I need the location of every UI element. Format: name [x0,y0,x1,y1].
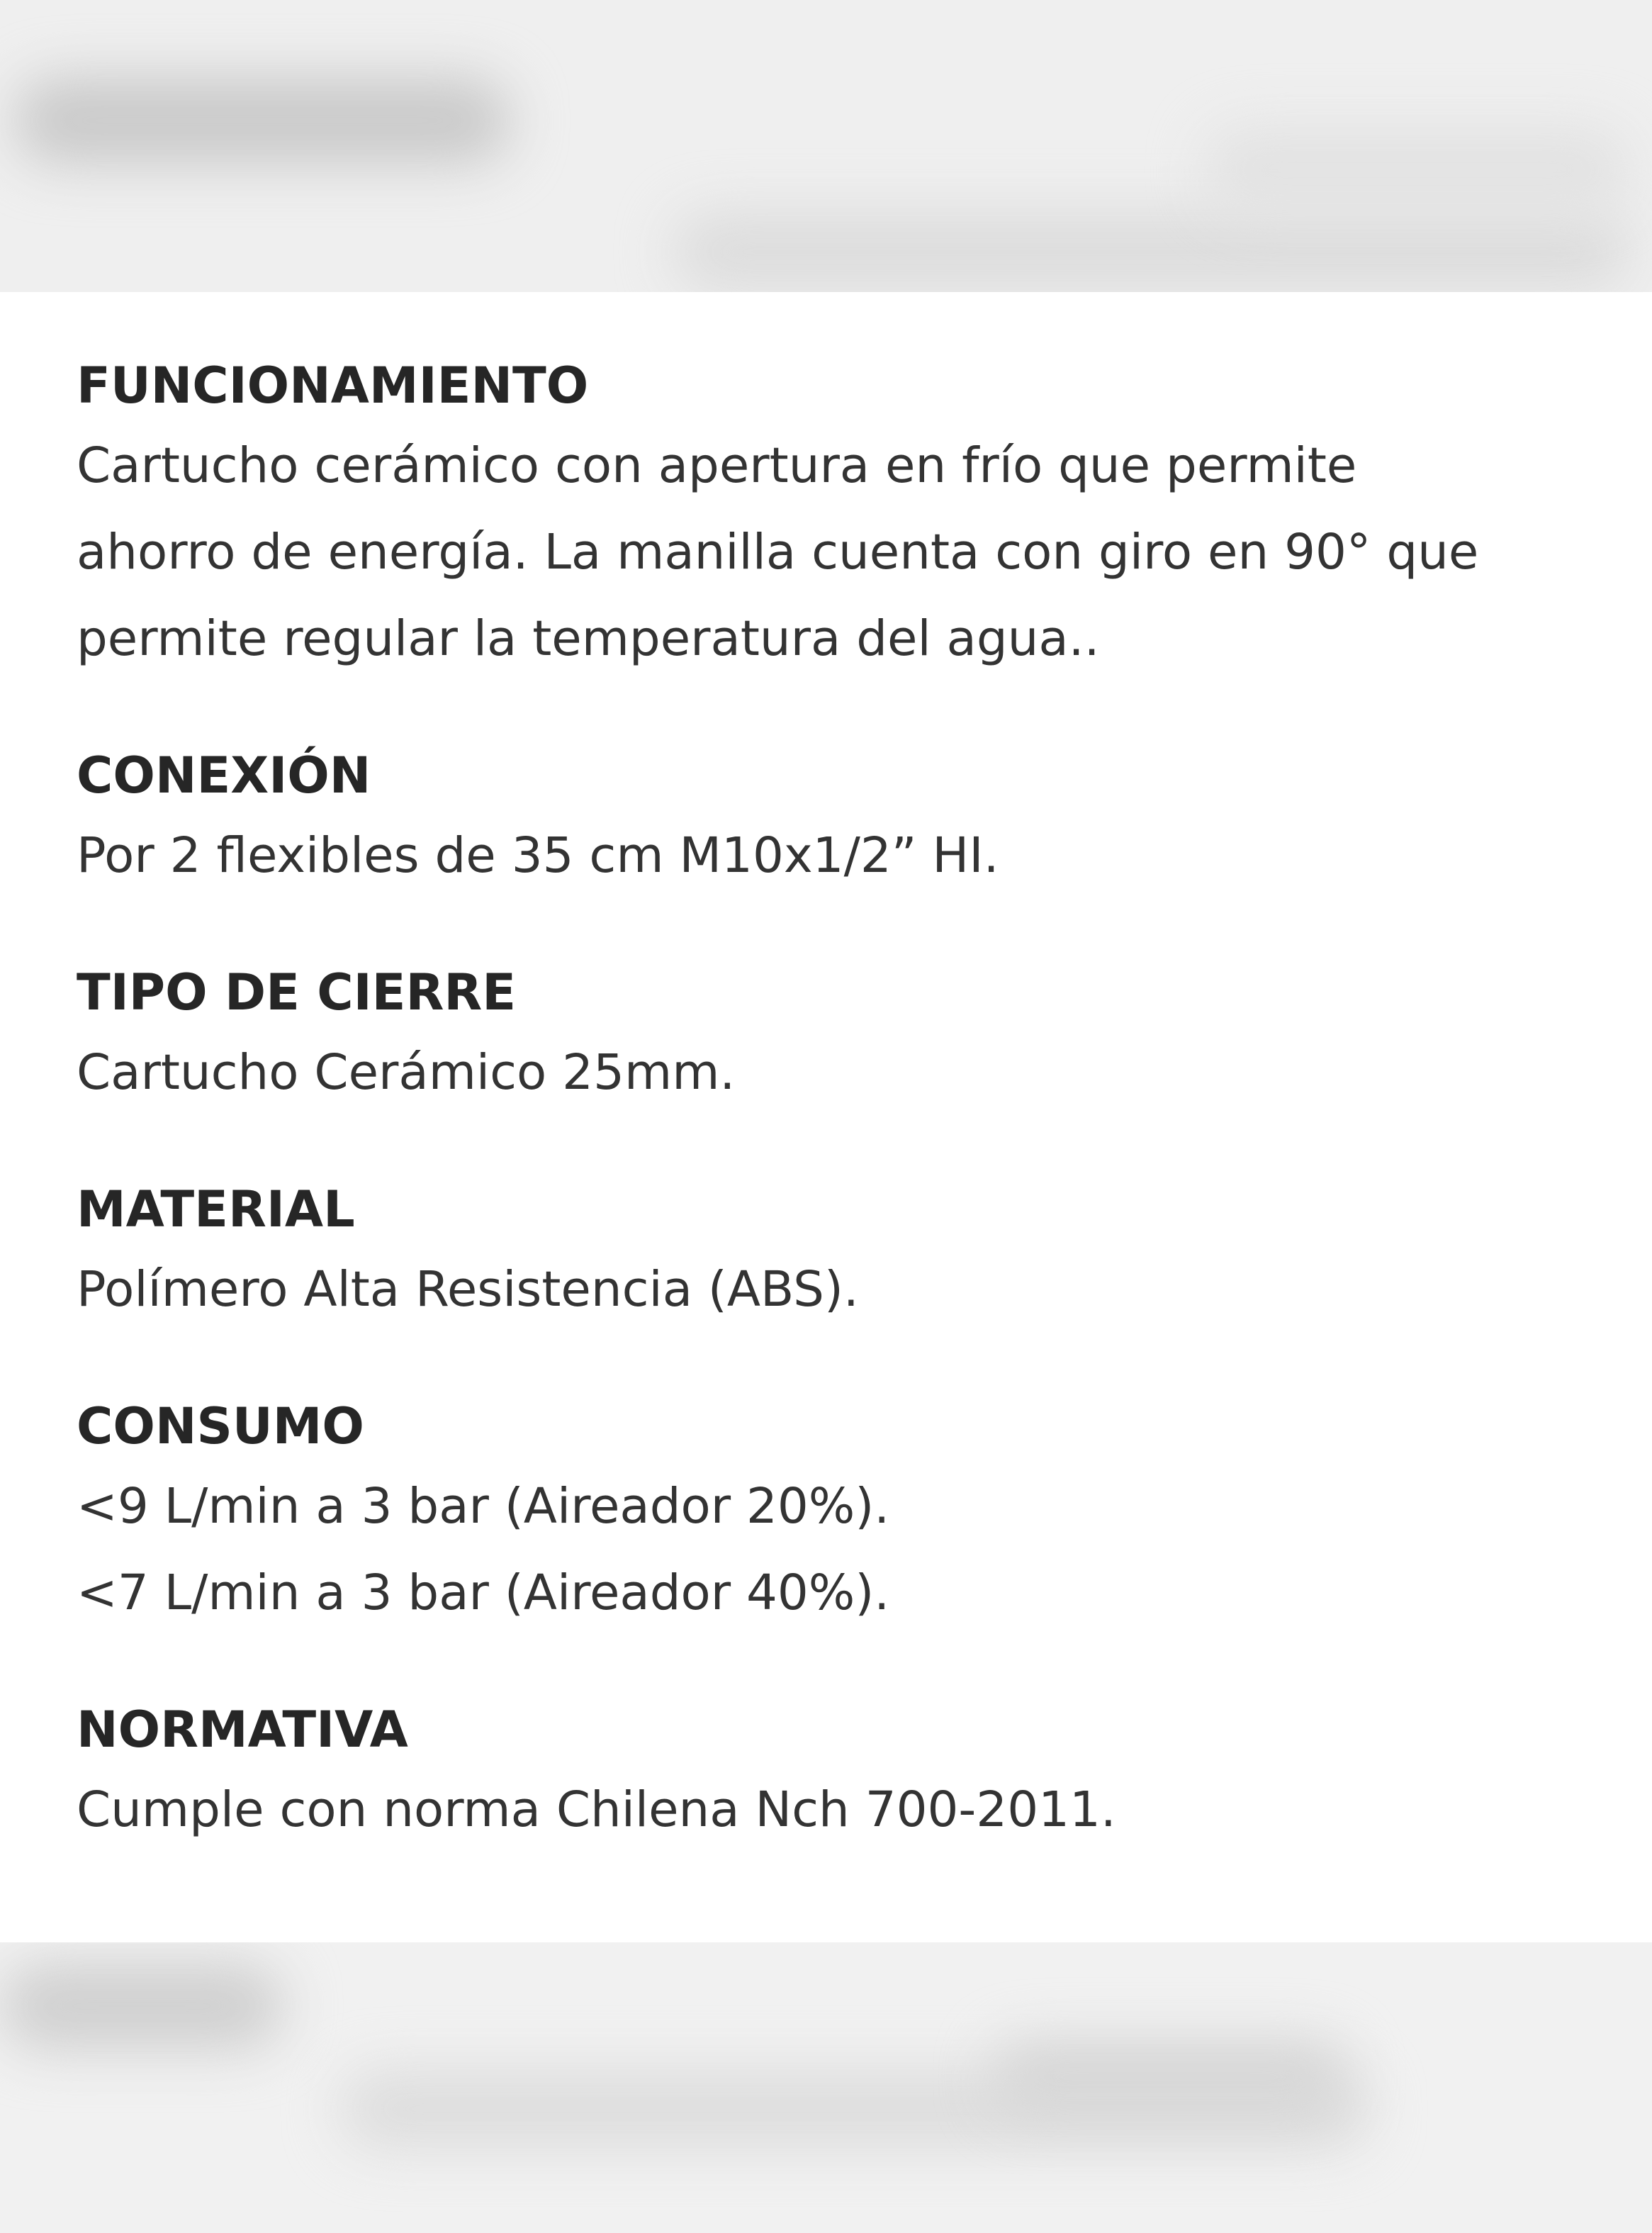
spec-section-tipo-de-cierre [77,961,1593,1116]
spec-heading: CONEXIÓN [77,746,371,805]
blurred-shape [1205,128,1630,213]
spec-heading: CONSUMO [77,1397,364,1455]
spec-section-conexion [77,744,1593,899]
spec-heading: NORMATIVA [77,1701,408,1759]
spec-section-consumo [77,1395,1593,1636]
blurred-footer-area [0,1942,1652,2233]
blurred-header-area [0,0,1652,292]
spec-section-normativa [77,1698,1593,1853]
blurred-shape [14,78,510,163]
spec-section-funcionamiento [77,354,1593,682]
spec-text-line: Cartucho cerámico con apertura en frío que permite [77,437,1357,494]
spec-heading: TIPO DE CIERRE [77,963,517,1022]
spec-text-line: permite regular la temperatura del agua.. [77,610,1100,667]
spec-heading: FUNCIONAMIENTO [77,357,589,415]
blurred-shape [673,213,1630,291]
spec-text-line: Cartucho Cerámico 25mm. [77,1044,736,1101]
spec-heading: MATERIAL [77,1180,355,1238]
spec-text-line: <7 L/min a 3 bar (Aireador 40%). [77,1565,890,1621]
blurred-shape [992,2042,1347,2112]
spec-text-line: <9 L/min a 3 bar (Aireador 20%). [77,1478,890,1535]
spec-section-material [77,1178,1593,1333]
spec-text-line: ahorro de energía. La manilla cuenta con giro en 90° que [77,524,1479,581]
spec-text-line: Cumple con norma Chilena Nch 700-2011. [77,1781,1116,1838]
spec-text-line: Polímero Alta Resistencia (ABS). [77,1261,859,1318]
blurred-shape [0,1964,283,2049]
product-specifications [77,354,1593,1915]
spec-text-line: Por 2 flexibles de 35 cm M10x1/2” HI. [77,827,999,884]
